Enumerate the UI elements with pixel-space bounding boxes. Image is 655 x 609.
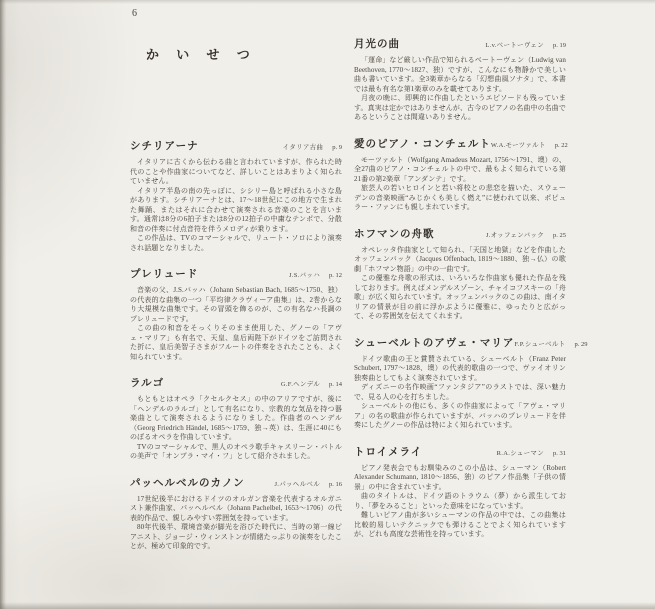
paragraph: モーツァルト（Wolfgang Amadeus Mozart, 1756～1791、墺）の、全27曲のピアノ・コンチェルトの中で、最もよく知られている第21番の第2楽章「アンダンテ」です。 <box>354 155 566 183</box>
section-title: 月光の曲 <box>354 39 400 50</box>
paragraph: 音楽の父、J.S.バッハ（Johann Sebastian Bach, 1685～1750、独）の代表的な曲集の一つ「平均律クラヴィーア曲集」は、2巻からなり大規模な曲集です。その冒頭を飾るのが、この有名なハ長調のプレリュードです。 <box>130 286 342 323</box>
section-title: プレリュード <box>130 269 199 280</box>
composer-name: F.P.シューベルト <box>514 340 566 348</box>
composer-name: G.F.ヘンデル <box>280 381 320 388</box>
section-title: トロイメライ <box>354 446 423 458</box>
section-header <box>354 444 566 459</box>
paragraph: シューベルトの他にも、多くの作曲家によって「アヴェ・マリア」の名の歌曲が作られていますが、バッハのプレリュードを伴奏にしたグノーの作品は特によく知られています。 <box>354 402 566 429</box>
page-reference: p. 22 <box>554 141 568 149</box>
section-pachelbel-canon <box>130 475 342 552</box>
section-header <box>354 36 566 51</box>
page-title: か い せ つ <box>146 47 257 62</box>
section-meta <box>486 230 566 239</box>
section-piano-concerto <box>354 136 566 213</box>
section-siciliana <box>130 138 342 253</box>
page-reference: p. 19 <box>553 42 566 49</box>
section-title: ラルゴ <box>130 378 165 389</box>
section-meta <box>282 142 342 151</box>
section-meta <box>491 140 568 149</box>
page-reference: p. 31 <box>553 449 566 457</box>
section-header <box>354 226 566 241</box>
section-meta <box>514 339 587 348</box>
page-number: 6 <box>132 8 138 19</box>
paragraph: 月夜の晩に、即興的に作曲したというエピソードも残っています。真実は定かではありませんが、古今のピアノの名曲中の名曲であるということは間違いありません。 <box>354 94 566 121</box>
section-header <box>130 475 342 490</box>
composer-name: W.A.モーツァルト <box>490 141 546 149</box>
section-traumerei <box>354 444 566 540</box>
paragraph: この作品は、TVのコマーシャルで、リュート・ソロにより演奏され話題となりました。 <box>130 234 342 252</box>
paragraph: TVのコマーシャルで、黒人のオペラ歌手キャスリーン・バトルの美声で「オンブラ・マイ・フ」として紹介されました。 <box>130 442 342 460</box>
section-meta <box>497 448 566 457</box>
section-meta <box>274 479 342 488</box>
section-title: ホフマンの舟歌 <box>354 228 435 240</box>
section-body <box>130 286 342 362</box>
section-title: 愛のピアノ・コンチェルト <box>354 138 491 150</box>
paragraph: イタリア半島の南の先っぽに、シシリー島と呼ばれる小さな島があります。シチリアーナとは、17～18世紀にこの地方で生まれた舞踊、またはそれに合わせて演奏される音楽のことを言います。通常は8分の6拍子または8分の12拍子の中庸なテンポで、分散和音の伴奏に付点音符を伴うメロディが乗ります。 <box>130 186 342 233</box>
paragraph: ピアノ発表会でもお馴染みのこの小品は、シューマン（Robert Alexander Schumann, 1810～1856、独）のピアノ作品集「子供の情景」の中に含まれています。 <box>354 463 566 491</box>
section-body <box>130 158 342 253</box>
section-largo <box>130 375 342 462</box>
section-body <box>354 355 566 431</box>
page-gutter-shadow <box>0 0 6 609</box>
composer-name: L.v.ベートーヴェン <box>485 42 544 49</box>
composer-name: イタリア古曲 <box>282 144 324 151</box>
page-reference: p. 9 <box>332 144 342 151</box>
page-reference: p. 25 <box>553 231 566 239</box>
paragraph: 「運命」など厳しい作品で知られるベートーヴェン（Ludwig van Beethoven, 1770～1827、独）ですが、こんなにも物静かで美しい曲も書いています。全3楽章からなる「幻想曲風ソナタ」で、本書では最も有名な第1楽章のみを載せてあります。 <box>354 56 566 93</box>
paragraph: もともとはオペラ「クセルクセス」の中のアリアですが、後に「ヘンデルのラルゴ」として有名になり、宗教的な気品を持つ器楽曲として演奏されるようになりました。作曲者のヘンデル（Georg Friedrich Händel, 1685～1759、独→英）は、生涯に40にものぼるオペラを作曲しています。 <box>130 395 342 441</box>
section-ave-maria <box>354 335 588 431</box>
section-barcarolle <box>354 226 566 322</box>
paragraph: 旅芸人の若いヒロインと若い将校との悲恋を描いた、スウェーデンの音楽映画“みじかくも美しく燃え”に使われて以来、ポピュラー・ファンにも親しまれています。 <box>354 184 566 211</box>
section-title: シューベルトのアヴェ・マリア <box>354 337 515 349</box>
section-moonlight <box>354 36 566 123</box>
page-top-shadow <box>0 0 655 4</box>
section-prelude <box>130 266 342 362</box>
paragraph: ディズニーの名作映画“ファンタジア”のラストでは、深い魅力で、見る人の心を打ちました。 <box>354 383 566 401</box>
paragraph: ドイツ歌曲の王と賞賛されている、シューベルト（Franz Peter Schubert, 1797～1828、墺）の代表的歌曲の一つで、ヴァイオリン独奏曲としてもよく演奏されています。 <box>354 354 566 382</box>
section-meta <box>289 270 342 279</box>
page-reference: p. 12 <box>329 272 342 279</box>
composer-name: J.パッヘルベル <box>274 480 320 488</box>
page-reference: p. 14 <box>329 381 342 388</box>
section-header <box>354 335 588 350</box>
page-reference: p. 16 <box>329 480 342 488</box>
paragraph: 難しいピアノ曲が多いシューマンの作品の中では、この曲集は比較的易しいテクニックでも弾けることでよく知られていますが、どれも高度な芸術性を持っています。 <box>354 511 566 538</box>
paragraph: 17世紀後半におけるドイツのオルガン音楽を代表するオルガニスト兼作曲家、パッヘルベル（Johann Pachelbel, 1653～1706）の代表的作品で、親しみやすい雰囲気を持っています。 <box>130 494 342 522</box>
section-body <box>354 464 566 540</box>
page-reference: p. 29 <box>574 340 588 348</box>
section-body <box>354 156 566 213</box>
section-header <box>354 136 566 151</box>
composer-name: J.S.バッハ <box>289 272 320 279</box>
section-body <box>354 246 566 322</box>
composer-name: R.A.シューマン <box>496 449 544 457</box>
section-header <box>130 266 342 281</box>
section-header <box>130 138 342 153</box>
page-bottom-shadow <box>0 602 655 609</box>
right-column <box>354 36 588 553</box>
section-body <box>130 395 342 462</box>
paragraph: イタリアに古くから伝わる曲と言われていますが、作られた時代のことや作曲家についてなど、詳しいことはあまりよく知られていません。 <box>130 158 342 185</box>
left-column <box>130 138 342 565</box>
section-header <box>130 375 342 390</box>
paragraph: オペレッタ作曲家として知られ、「天国と地獄」などを作曲したオッフェンバック（Jacques Offenbach, 1819～1880、独→仏）の歌劇「ホフマン物語」の中の一曲です。 <box>354 245 566 273</box>
section-title: シチリアーナ <box>130 141 199 152</box>
section-body <box>130 495 342 552</box>
section-meta <box>281 379 342 388</box>
composer-name: J.オッフェンバック <box>485 231 544 239</box>
paragraph: 曲のタイトルは、ドイツ語のトラウム（夢）から派生しており、「夢をみること」といった意味をになっています。 <box>354 492 566 510</box>
paragraph: この優雅な舟歌の形式は、いろいろな作曲家も優れた作品を残しております。例えばメンデルスゾーン、チャイコフスキーの「舟歌」が広く知られています。オッフェンバックのこの曲は、南イタリアの情景が目の前に浮かぶように優雅に、ゆったりと広がって、その雰囲気を伝えてくれます。 <box>354 274 566 320</box>
section-title: パッヘルベルのカノン <box>130 477 245 489</box>
section-body <box>354 56 566 123</box>
paragraph: この曲の和音をそっくりそのまま使用した、グノーの「アヴェ・マリア」も有名で、天皇、皇后両陛下がドイツをご訪問された折に、皇后美智子さまがフルートの伴奏をされたことも、よく知られています。 <box>130 324 342 361</box>
section-meta <box>485 40 566 49</box>
paragraph: 80年代後半、環境音楽が脚光を浴びた時代に、当時の第一線ピアニスト、ジョージ・ウィンストンが情緒たっぷりの演奏をしたことが、極めて印象的です。 <box>130 523 342 550</box>
